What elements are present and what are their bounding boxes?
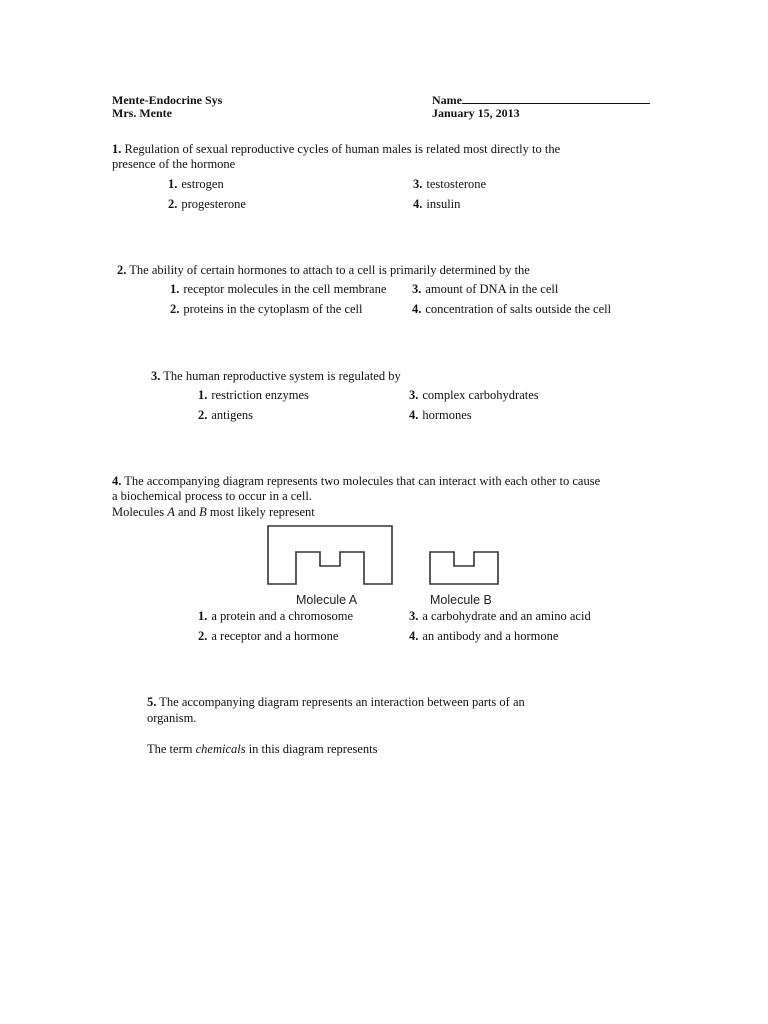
molecule-b-shape	[430, 552, 498, 584]
question-1-text-line2: presence of the hormone	[112, 157, 236, 171]
question-5-text: 5. The accompanying diagram represents an interaction between parts of an	[147, 695, 525, 709]
question-1-option-4: 4. insulin	[413, 197, 461, 211]
question-3-text: 3. The human reproductive system is regulated by	[151, 369, 401, 383]
question-4-option-2: 2. a receptor and a hormone	[198, 629, 339, 643]
course-title: Mente-Endocrine Sys	[112, 93, 223, 107]
question-2-text: 2. The ability of certain hormones to attach to a cell is primarily determined by the	[117, 263, 530, 277]
question-4-text-line3: Molecules A and B most likely represent	[112, 505, 315, 519]
molecule-b-label: Molecule B	[430, 593, 492, 607]
question-5-text-line3: The term chemicals in this diagram represents	[147, 742, 378, 756]
question-1-text: 1. Regulation of sexual reproductive cycles of human males is related most directly to the	[112, 142, 561, 156]
question-2-option-3: 3. amount of DNA in the cell	[412, 282, 559, 296]
question-3-option-2: 2. antigens	[198, 408, 254, 422]
question-2-option-4: 4. concentration of salts outside the cell	[412, 302, 612, 316]
question-1-option-2: 2. progesterone	[168, 197, 246, 211]
question-5-text-line2: organism.	[147, 711, 197, 725]
teacher-name: Mrs. Mente	[112, 106, 172, 120]
question-3-option-1: 1. restriction enzymes	[198, 388, 309, 402]
question-4-option-3: 3. a carbohydrate and an amino acid	[409, 609, 591, 623]
question-1-option-3: 3. testosterone	[413, 177, 487, 191]
molecule-a-shape	[268, 526, 392, 584]
question-4-option-4: 4. an antibody and a hormone	[409, 629, 559, 643]
question-4-text-line2: a biochemical process to occur in a cell.	[112, 489, 312, 503]
question-3-option-4: 4. hormones	[409, 408, 472, 422]
question-2-option-1: 1. receptor molecules in the cell membrane	[170, 282, 387, 296]
question-2-option-2: 2. proteins in the cytoplasm of the cell	[170, 302, 363, 316]
question-3-option-3: 3. complex carbohydrates	[409, 388, 539, 402]
molecule-a-label: Molecule A	[296, 593, 358, 607]
question-1-option-1: 1. estrogen	[168, 177, 224, 191]
question-4-text: 4. The accompanying diagram represents two molecules that can interact with each other to cause	[112, 474, 601, 488]
date: January 15, 2013	[432, 106, 520, 120]
name-label: Name	[432, 93, 462, 107]
question-4-option-1: 1. a protein and a chromosome	[198, 609, 353, 623]
name-blank-line	[462, 93, 650, 104]
